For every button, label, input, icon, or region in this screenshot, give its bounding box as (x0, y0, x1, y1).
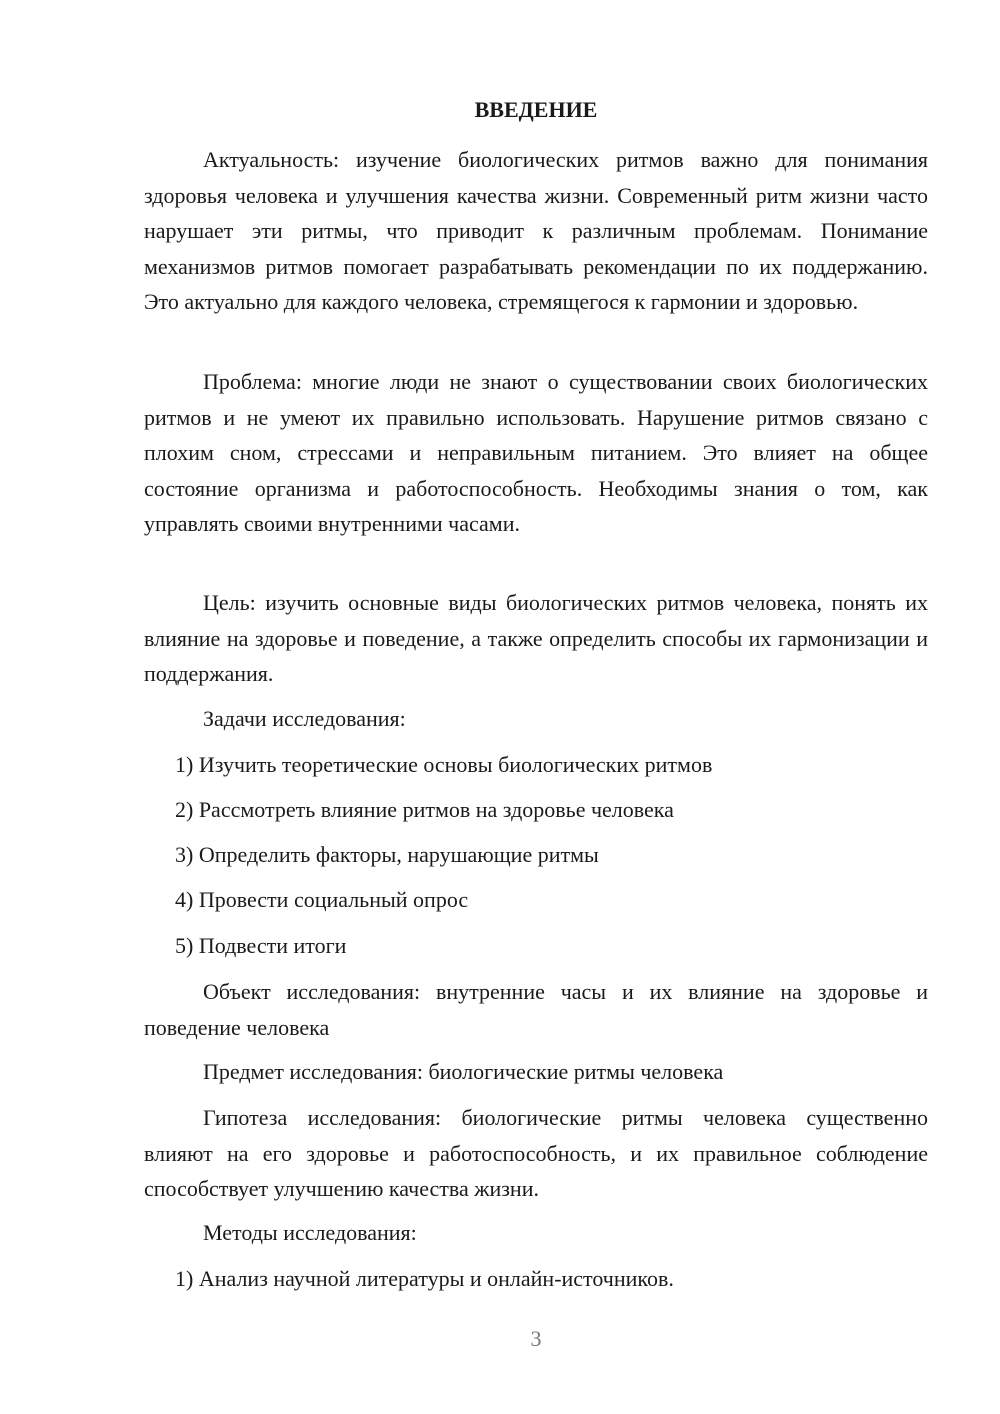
problem-block (144, 364, 928, 542)
tasks-heading-block (144, 701, 928, 737)
hypothesis-block (144, 1100, 928, 1207)
page-number: 3 (530, 1326, 542, 1351)
goal-paragraph: Цель: изучить основные виды биологических ритмов человека, понять их влияние на здоровье и поведение, а также определить способы их гармонизации и поддержания. (144, 590, 928, 686)
subject-block (144, 1054, 928, 1090)
goal-block (144, 585, 928, 692)
object-paragraph: Объект исследования: внутренние часы и их влияние на здоровье и поведение человека (144, 979, 928, 1040)
task-item-2-block (144, 792, 928, 828)
task-item-4-block (144, 882, 928, 918)
problem-paragraph: Проблема: многие люди не знают о существовании своих биологических ритмов и не умеют их правильно использовать. Нарушение ритмов связано с плохим сном, стрессами и неправильным питанием. Это влияет на общее состояние организма и работоспособность. Необходимы знания о том, как управлять своими внутренними часами. (144, 369, 928, 536)
task-item: 1) Изучить теоретические основы биологических ритмов (175, 752, 713, 777)
task-item: 3) Определить факторы, нарушающие ритмы (175, 842, 599, 867)
task-item: 5) Подвести итоги (175, 933, 347, 958)
method-item: 1) Анализ научной литературы и онлайн-источников. (175, 1266, 674, 1291)
page-title: ВВЕДЕНИЕ (474, 97, 598, 122)
subject-paragraph: Предмет исследования: биологические ритмы человека (203, 1059, 724, 1084)
object-block (144, 974, 928, 1045)
task-item-1-block (144, 747, 928, 783)
method-item-1-block (144, 1261, 928, 1297)
task-item-3-block (144, 837, 928, 873)
relevance-block (144, 142, 928, 320)
task-item: 4) Провести социальный опрос (175, 887, 469, 912)
task-item-5-block (144, 928, 928, 964)
task-item: 2) Рассмотреть влияние ритмов на здоровье человека (175, 797, 674, 822)
hypothesis-paragraph: Гипотеза исследования: биологические ритмы человека существенно влияют на его здоровье и работоспособность, и их правильное соблюдение способствует улучшению качества жизни. (144, 1105, 928, 1201)
methods-heading-block (144, 1215, 928, 1251)
tasks-heading: Задачи исследования: (203, 706, 406, 731)
methods-heading: Методы исследования: (203, 1220, 417, 1245)
relevance-paragraph: Актуальность: изучение биологических ритмов важно для понимания здоровья человека и улучшения качества жизни. Современный ритм жизни часто нарушает эти ритмы, что приводит к различным проблемам. Понимание механизмов ритмов помогает разрабатывать рекомендации по их поддержанию. Это актуально для каждого человека, стремящегося к гармонии и здоровью. (144, 147, 928, 314)
